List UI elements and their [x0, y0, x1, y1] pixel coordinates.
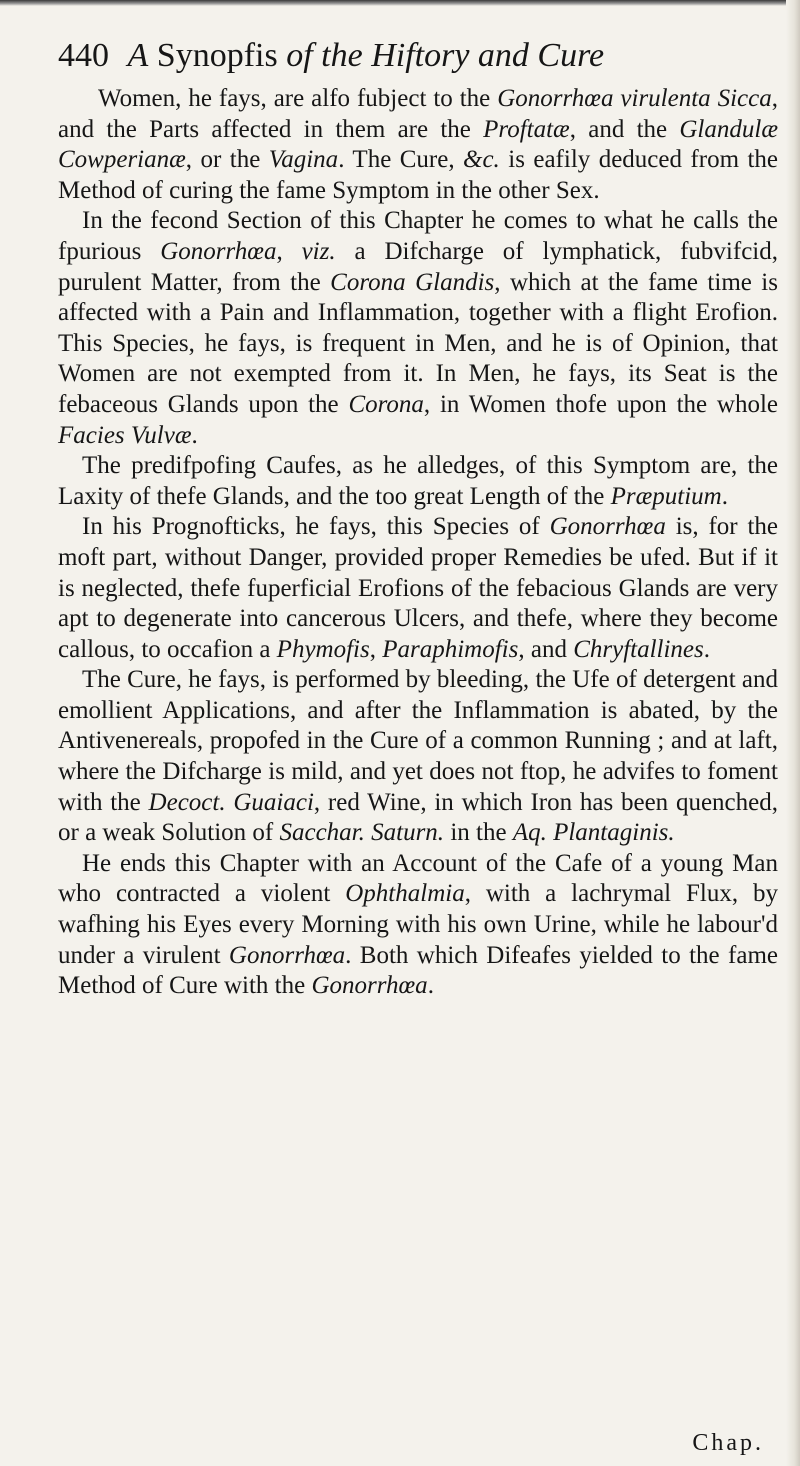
italic-text-run: Corona Glandis	[330, 268, 495, 296]
text-run: , and the	[569, 115, 680, 143]
text-run: .	[703, 635, 711, 663]
text-run: , which at the fame time is affected with a Pain and Inflammation, together with a flight Erofion. This Species, he fays, is frequent in Men, and he is of Opinion, that Women are not exempted from it. In Men, he fays, its Seat is the febaceous Glands upon the	[58, 268, 778, 418]
header-title-word: Synopfis	[156, 37, 278, 74]
italic-text-run: Paraphimofis	[382, 635, 519, 663]
paragraph	[58, 84, 778, 206]
paragraph	[58, 849, 778, 1002]
italic-text-run: &c.	[463, 146, 500, 174]
text-run: , with a lachrymal Flux, by wafhing his Eyes every Morning with his own Urine, while he labour'd under a virulent	[58, 880, 778, 969]
italic-text-run: Gonorrhœa	[311, 972, 428, 1000]
text-run: , or the	[185, 146, 269, 174]
text-run: .	[427, 972, 434, 1000]
body-text	[58, 84, 778, 1002]
italic-text-run: Ophthalmia	[345, 880, 465, 908]
text-run: He ends this Chapter with an Account of the Cafe of a young Man who contracted a violent	[58, 849, 778, 908]
text-run: is, for the moft part, without Danger, provided proper Remedies be ufed. But if it is neglected, thefe fuperficial Erofions of the febacious Glands are very apt to degenerate into cancerous Ulcers, and thefe, where they become callous, to occafion a	[58, 513, 778, 663]
italic-text-run: Corona	[348, 390, 424, 418]
header-article: A	[127, 37, 149, 74]
text-run: In the fecond Section of this Chapter he comes to what he calls the fpurious	[58, 207, 778, 265]
text-run: , and the Parts affected in them are the	[58, 85, 778, 143]
paragraph	[58, 206, 778, 451]
header-title-of: of	[286, 37, 313, 74]
page-number: 440	[58, 37, 109, 74]
italic-text-run: Chryftallines	[573, 635, 704, 663]
text-run: . The Cure,	[338, 146, 464, 174]
page-gutter-shadow	[786, 0, 800, 1466]
italic-text-run: Vagina	[268, 146, 339, 174]
page-edge-shadow	[0, 0, 800, 6]
paragraph	[58, 512, 778, 665]
catchword: Chap.	[692, 1430, 764, 1456]
running-header	[58, 36, 778, 76]
italic-text-run: Gonorrhœa	[160, 237, 277, 265]
italic-text-run: Gonorrhœa	[549, 513, 666, 541]
italic-text-run: Gonorrhœa virulenta Sicca	[497, 85, 772, 112]
text-run: , red Wine, in which Iron has been quenched, or a weak Solution of	[58, 788, 778, 847]
text-run: ,	[276, 237, 302, 265]
text-run: a Difcharge of lymphatick, fubvifcid, purulent Matter, from the	[58, 237, 778, 296]
text-run: . Both which Difeafes yielded to the fame Method of Cure with the	[58, 941, 778, 1000]
text-run: , and	[518, 635, 574, 663]
italic-text-run: Glandulæ Cowperianæ	[58, 115, 778, 174]
italic-text-run: Gonorrhœa	[228, 941, 346, 969]
italic-text-run: Aq. Plantaginis.	[512, 819, 675, 847]
text-run: is eafily deduced from the Method of curing the fame Symptom in the other Sex.	[58, 146, 779, 204]
italic-text-run: Decoct. Guaiaci	[148, 788, 314, 816]
text-run: .	[191, 421, 198, 449]
text-run: in the	[444, 819, 513, 847]
text-run: .	[721, 482, 728, 510]
italic-text-run: Sacchar. Saturn.	[279, 819, 445, 847]
text-run: In his Prognofticks, he fays, this Species of	[82, 513, 550, 541]
italic-text-run: Præputium	[610, 482, 722, 510]
text-run: Women, he fays, are alfo fubject to the	[98, 85, 498, 112]
paragraph	[58, 665, 778, 849]
text-run: The Cure, he fays, is performed by bleeding, the Ufe of detergent and emollient Applications, and after the Inflammation is abated, by the Antivenereals, propofed in the Cure of a common Running ; and at laft, where the Difcharge is mild, and yet does not ftop, he advifes to foment with the	[58, 666, 778, 816]
header-title-rest: the Hiftory and Cure	[321, 37, 605, 74]
italic-text-run: Facies Vulvæ	[58, 421, 192, 449]
italic-text-run: Proftatæ	[483, 115, 570, 143]
paragraph	[58, 451, 778, 512]
italic-text-run: Phymofis	[276, 635, 370, 663]
text-run: , in Women thofe upon the whole	[423, 390, 778, 418]
text-run: ,	[369, 635, 383, 663]
italic-text-run: viz.	[301, 237, 336, 265]
text-run: The predifpofing Caufes, as he alledges, of this Symptom are, the Laxity of thefe Glands, and the too great Length of the	[58, 452, 778, 510]
